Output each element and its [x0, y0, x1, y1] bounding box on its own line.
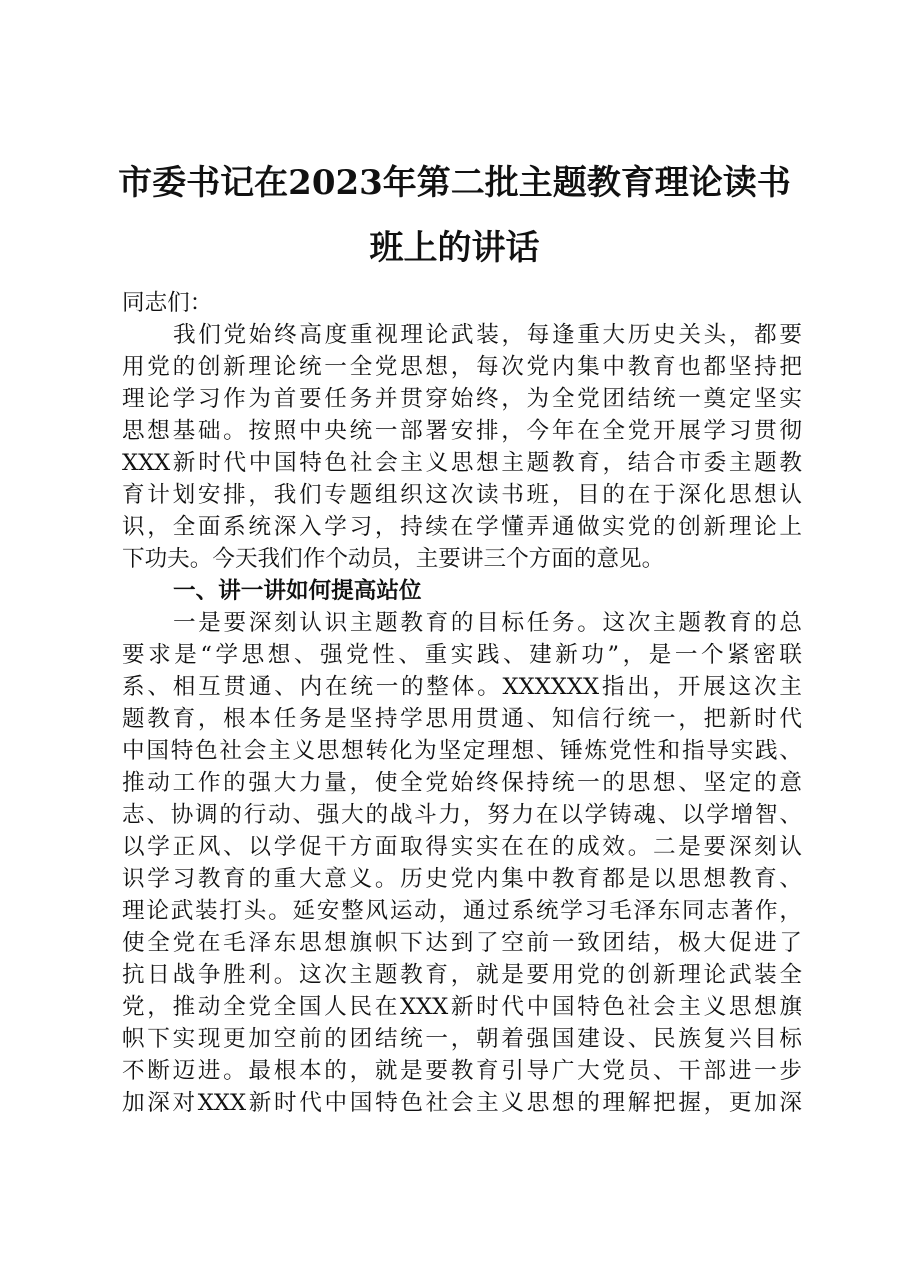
paragraph-2-line: 要求是“学思想、强党性、重实践、建新功”，是一个紧密联 [122, 642, 802, 668]
paragraph-2-line: 帜下实现更加空前的团结统一，朝着强国建设、民族复兴目标 [122, 1026, 802, 1052]
paragraph-1-line: 下功夫。今天我们作个动员，主要讲三个方面的意见。 [122, 546, 665, 572]
paragraph-2-line: 党，推动全党全国人民在XXX新时代中国特色社会主义思想旗 [122, 994, 802, 1020]
paragraph-1-line: 育计划安排，我们专题组织这次读书班，目的在于深化思想认 [122, 482, 802, 508]
paragraph-1-line: XXX新时代中国特色社会主义思想主题教育，结合市委主题教 [122, 450, 802, 476]
paragraph-2-line: 使全党在毛泽东思想旗帜下达到了空前一致团结，极大促进了 [122, 930, 802, 956]
document-title-line-1: 市委书记在2023年第二批主题教育理论读书 [118, 163, 791, 203]
paragraph-2-line: 推动工作的强大力量，使全党始终保持统一的思想、坚定的意 [122, 770, 802, 796]
paragraph-2-line: 志、协调的行动、强大的战斗力，努力在以学铸魂、以学增智、 [122, 802, 802, 828]
paragraph-1-line: 我们党始终高度重视理论武装，每逢重大历史关头，都要 [173, 322, 802, 348]
document-body [122, 287, 802, 1119]
paragraph-2-line: 不断迈进。最根本的，就是要教育引导广大党员、干部进一步 [122, 1058, 802, 1084]
paragraph-2-line: 抗日战争胜利。这次主题教育，就是要用党的创新理论武装全 [122, 962, 802, 988]
section-1-heading: 一、讲一讲如何提高站位 [173, 578, 422, 604]
paragraph-2-line: 以学正风、以学促干方面取得实实在在的成效。二是要深刻认 [122, 834, 802, 860]
paragraph-2-line: 中国特色社会主义思想转化为坚定理想、锤炼党性和指导实践、 [122, 738, 802, 764]
paragraph-1-line: 识，全面系统深入学习，持续在学懂弄通做实党的创新理论上 [122, 514, 802, 540]
paragraph-2-line: 系、相互贯通、内在统一的整体。XXXXXX指出，开展这次主 [122, 674, 802, 700]
salutation: 同志们： [122, 290, 213, 316]
paragraph-2-line: 识学习教育的重大意义。历史党内集中教育都是以思想教育、 [122, 866, 802, 892]
paragraph-2-line: 一是要深刻认识主题教育的目标任务。这次主题教育的总 [173, 610, 802, 636]
paragraph-1-line: 思想基础。按照中央统一部署安排，今年在全党开展学习贯彻 [122, 418, 802, 444]
paragraph-1-line: 用党的创新理论统一全党思想，每次党内集中教育也都坚持把 [122, 354, 802, 380]
paragraph-2-line: 题教育，根本任务是坚持学思用贯通、知信行统一，把新时代 [122, 706, 802, 732]
paragraph-1-line: 理论学习作为首要任务并贯穿始终，为全党团结统一奠定坚实 [122, 386, 802, 412]
document-title-line-2: 班上的讲话 [369, 228, 540, 268]
paragraph-2-line: 加深对XXX新时代中国特色社会主义思想的理解把握，更加深 [122, 1090, 802, 1116]
paragraph-2-line: 理论武装打头。延安整风运动，通过系统学习毛泽东同志著作， [122, 898, 802, 924]
